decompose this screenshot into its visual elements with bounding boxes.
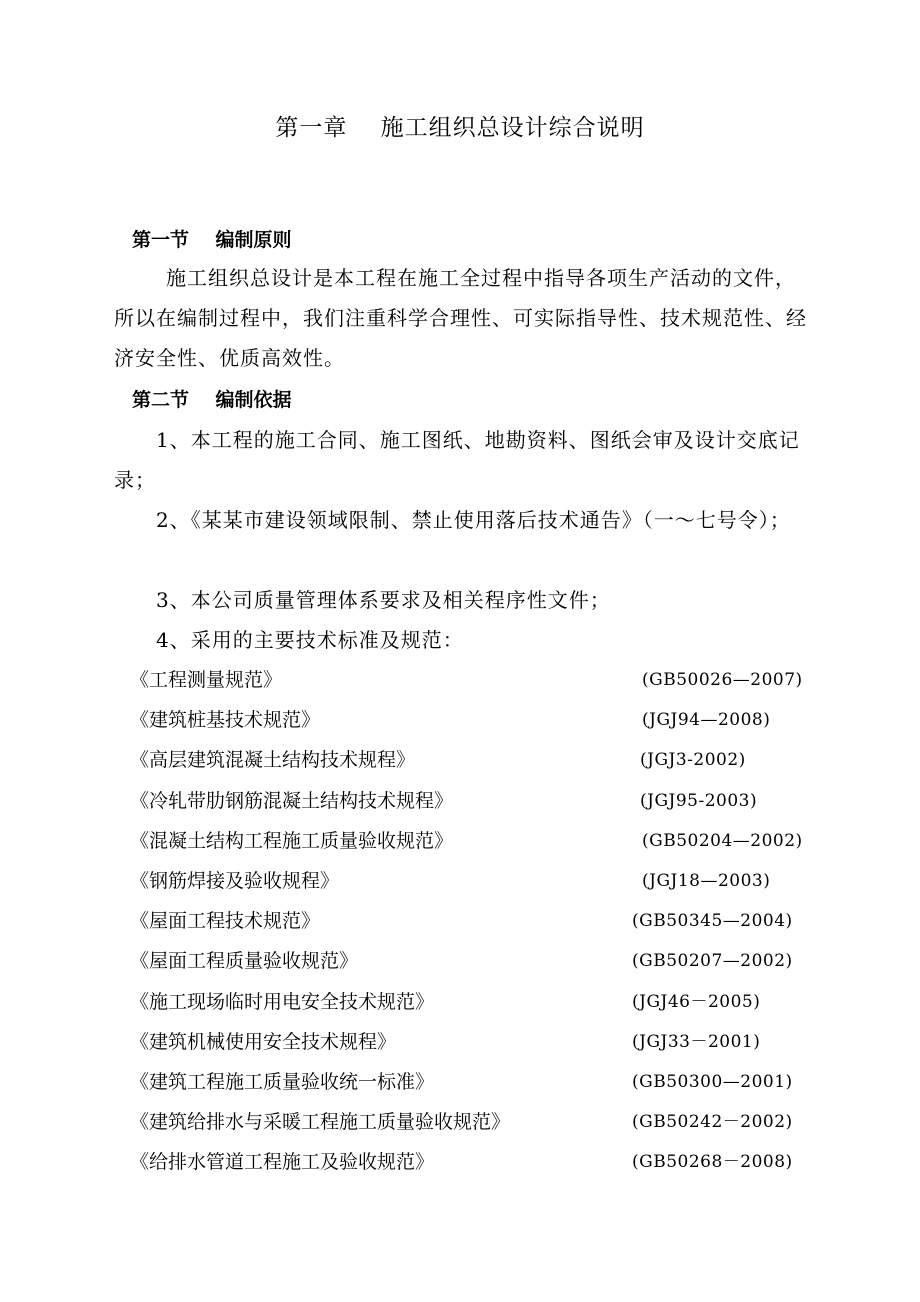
standard-code: (GB50204—2002) — [642, 830, 803, 851]
standard-name: 《屋面工程技术规范》 — [130, 910, 321, 933]
section-heading-principles: 第一节 编制原则 — [132, 229, 292, 251]
standard-name: 《建筑机械使用安全技术规程》 — [130, 1030, 397, 1053]
standard-code: (GB50300—2001) — [632, 1071, 793, 1092]
basis-item-text: 1、本工程的施工合同、施工图纸、地勘资料、图纸会审及设计交底记录； — [114, 428, 800, 492]
standard-code: (JGJ94—2008) — [642, 710, 771, 731]
standard-code: (GB50242－2002) — [632, 1112, 793, 1133]
standard-name: 《建筑给排水与采暖工程施工质量验收规范》 — [130, 1111, 511, 1134]
standard-name: 《工程测量规范》 — [130, 669, 283, 691]
standard-code: (JGJ3-2002) — [640, 750, 746, 771]
standard-row — [130, 700, 810, 740]
standard-row — [130, 1102, 810, 1142]
standard-row — [130, 660, 810, 700]
standard-name: 《建筑桩基技术规范》 — [130, 709, 321, 732]
standard-row — [130, 1142, 810, 1182]
standard-code: (JGJ95-2003) — [640, 790, 758, 811]
standard-code: (GB50345—2004) — [632, 911, 793, 932]
principles-text: 施工组织总设计是本工程在施工全过程中指导各项生产活动的文件，所以在编制过程中，我们注重科学合理性、可实际指导性、技术规范性、经济安全性、优质高效性。 — [114, 266, 807, 370]
standard-code: (GB50207—2002) — [632, 951, 793, 972]
standard-name: 《钢筋焊接及验收规程》 — [130, 869, 340, 892]
basis-item-3 — [114, 580, 814, 620]
basis-item-text: 4、采用的主要技术标准及规范： — [156, 628, 464, 652]
section-heading-basis: 第二节 编制依据 — [132, 389, 292, 411]
standard-name: 《混凝土结构工程施工质量验收规范》 — [130, 829, 454, 852]
standard-name: 《给排水管道工程施工及验收规范》 — [130, 1151, 435, 1174]
standard-name: 《施工现场临时用电安全技术规范》 — [130, 990, 435, 1013]
standard-row — [130, 740, 810, 780]
chapter-title: 第一章 施工组织总设计综合说明 — [275, 115, 645, 141]
standard-code: (JGJ33－2001) — [632, 1031, 761, 1052]
standard-row — [130, 861, 810, 901]
standard-row — [130, 1062, 810, 1102]
standard-name: 《屋面工程质量验收规范》 — [130, 950, 359, 973]
standard-code: (GB50026—2007) — [642, 670, 803, 690]
standard-row — [130, 901, 810, 941]
standard-name: 《高层建筑混凝土结构技术规程》 — [130, 749, 416, 772]
standard-row — [130, 982, 810, 1022]
standard-code: (JGJ46－2005) — [632, 991, 761, 1012]
standard-name: 《冷轧带肋钢筋混凝土结构技术规程》 — [130, 789, 454, 812]
standard-row — [130, 781, 810, 821]
basis-item-text: 2、《某某市建设领域限制、禁止使用落后技术通告》（一～七号令）； — [156, 508, 791, 532]
standard-row — [130, 821, 810, 861]
standard-code: (GB50268－2008) — [632, 1152, 793, 1173]
basis-item-1 — [114, 420, 814, 500]
basis-item-4 — [114, 620, 814, 660]
principles-paragraph — [114, 258, 814, 378]
standard-name: 《建筑工程施工质量验收统一标准》 — [130, 1070, 435, 1093]
standard-row — [130, 1022, 810, 1062]
basis-item-2 — [114, 500, 814, 540]
basis-item-text: 3、本公司质量管理体系要求及相关程序性文件； — [156, 588, 611, 612]
standard-code: (JGJ18—2003) — [642, 870, 771, 891]
standard-row — [130, 941, 810, 981]
standards-list — [130, 660, 810, 1182]
